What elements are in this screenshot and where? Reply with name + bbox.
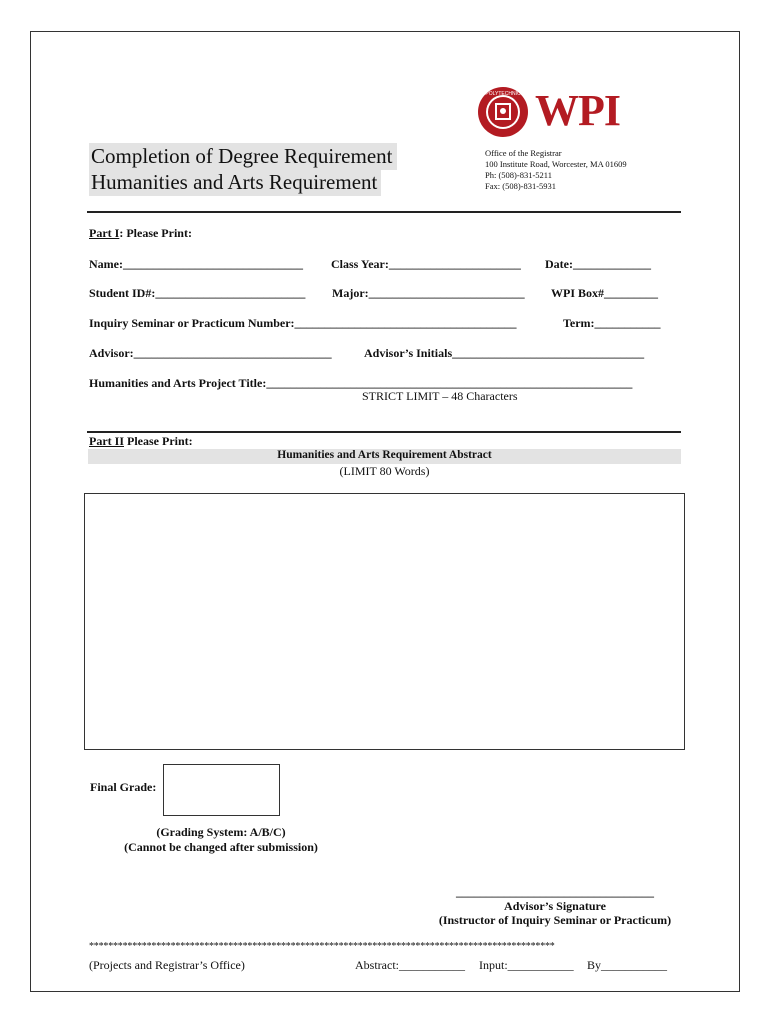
part2-label: Part II — [89, 434, 124, 448]
term-field[interactable]: Term:___________ — [563, 316, 661, 330]
signature-line[interactable]: _________________________________ — [456, 885, 654, 899]
office-use-label: (Projects and Registrar’s Office) — [89, 958, 245, 972]
wpi-logo — [477, 86, 637, 138]
final-grade-label: Final Grade: — [90, 780, 157, 794]
name-field[interactable]: Name:______________________________ — [89, 257, 303, 271]
wpi-seal-icon — [477, 86, 529, 138]
input-office-field: Input:___________ — [479, 958, 574, 972]
class-year-field[interactable]: Class Year:______________________ — [331, 257, 521, 271]
advisor-initials-field[interactable]: Advisor’s Initials________________________________ — [364, 346, 645, 360]
footer-stars: ************************************************************************************************* — [89, 941, 555, 952]
advisor-field[interactable]: Advisor:_________________________________ — [89, 346, 332, 360]
wpi-box-field[interactable]: WPI Box#_________ — [551, 286, 659, 300]
signature-sub: (Instructor of Inquiry Seminar or Practicum) — [438, 913, 672, 927]
part2-heading — [89, 434, 193, 449]
registrar-address: 100 Institute Road, Worcester, MA 01609 — [485, 159, 627, 169]
abstract-title: Humanities and Arts Requirement Abstract — [277, 449, 492, 461]
grading-system-note: (Grading System: A/B/C) — [156, 825, 286, 839]
registrar-office: Office of the Registrar — [485, 148, 562, 158]
inquiry-number-field[interactable]: Inquiry Seminar or Practicum Number:_____________________________________ — [89, 316, 517, 330]
registrar-phone: Ph: (508)-831-5211 — [485, 170, 552, 180]
student-id-field[interactable]: Student ID#:_________________________ — [89, 286, 306, 300]
final-grade-box[interactable] — [163, 764, 280, 816]
form-title: Completion of Degree Requirement — [89, 143, 397, 170]
registrar-fax: Fax: (508)-831-5931 — [485, 181, 557, 191]
part1-label: Part I — [89, 226, 120, 240]
abstract-textarea[interactable] — [84, 493, 685, 750]
by-office-field: By___________ — [587, 958, 668, 972]
project-title-field[interactable]: Humanities and Arts Project Title:_____________________________________________________________ — [89, 376, 633, 390]
grading-change-note: (Cannot be changed after submission) — [124, 840, 318, 854]
header-divider — [87, 211, 681, 213]
wpi-logo-text: WPI — [535, 86, 620, 135]
strict-limit-note: STRICT LIMIT – 48 Characters — [362, 389, 518, 403]
abstract-limit: (LIMIT 80 Words) — [339, 464, 430, 478]
part2-instruction: Please Print: — [124, 434, 193, 448]
part1-heading — [89, 226, 192, 241]
part1-instruction: : Please Print: — [119, 226, 192, 240]
signature-label: Advisor’s Signature — [504, 899, 606, 913]
date-field[interactable]: Date:_____________ — [545, 257, 651, 271]
major-field[interactable]: Major:__________________________ — [332, 286, 525, 300]
svg-text:POLYTECHNIC: POLYTECHNIC — [485, 91, 521, 97]
abstract-office-field: Abstract:___________ — [355, 958, 465, 972]
form-subtitle: Humanities and Arts Requirement — [89, 169, 381, 196]
part1-divider — [87, 431, 681, 433]
